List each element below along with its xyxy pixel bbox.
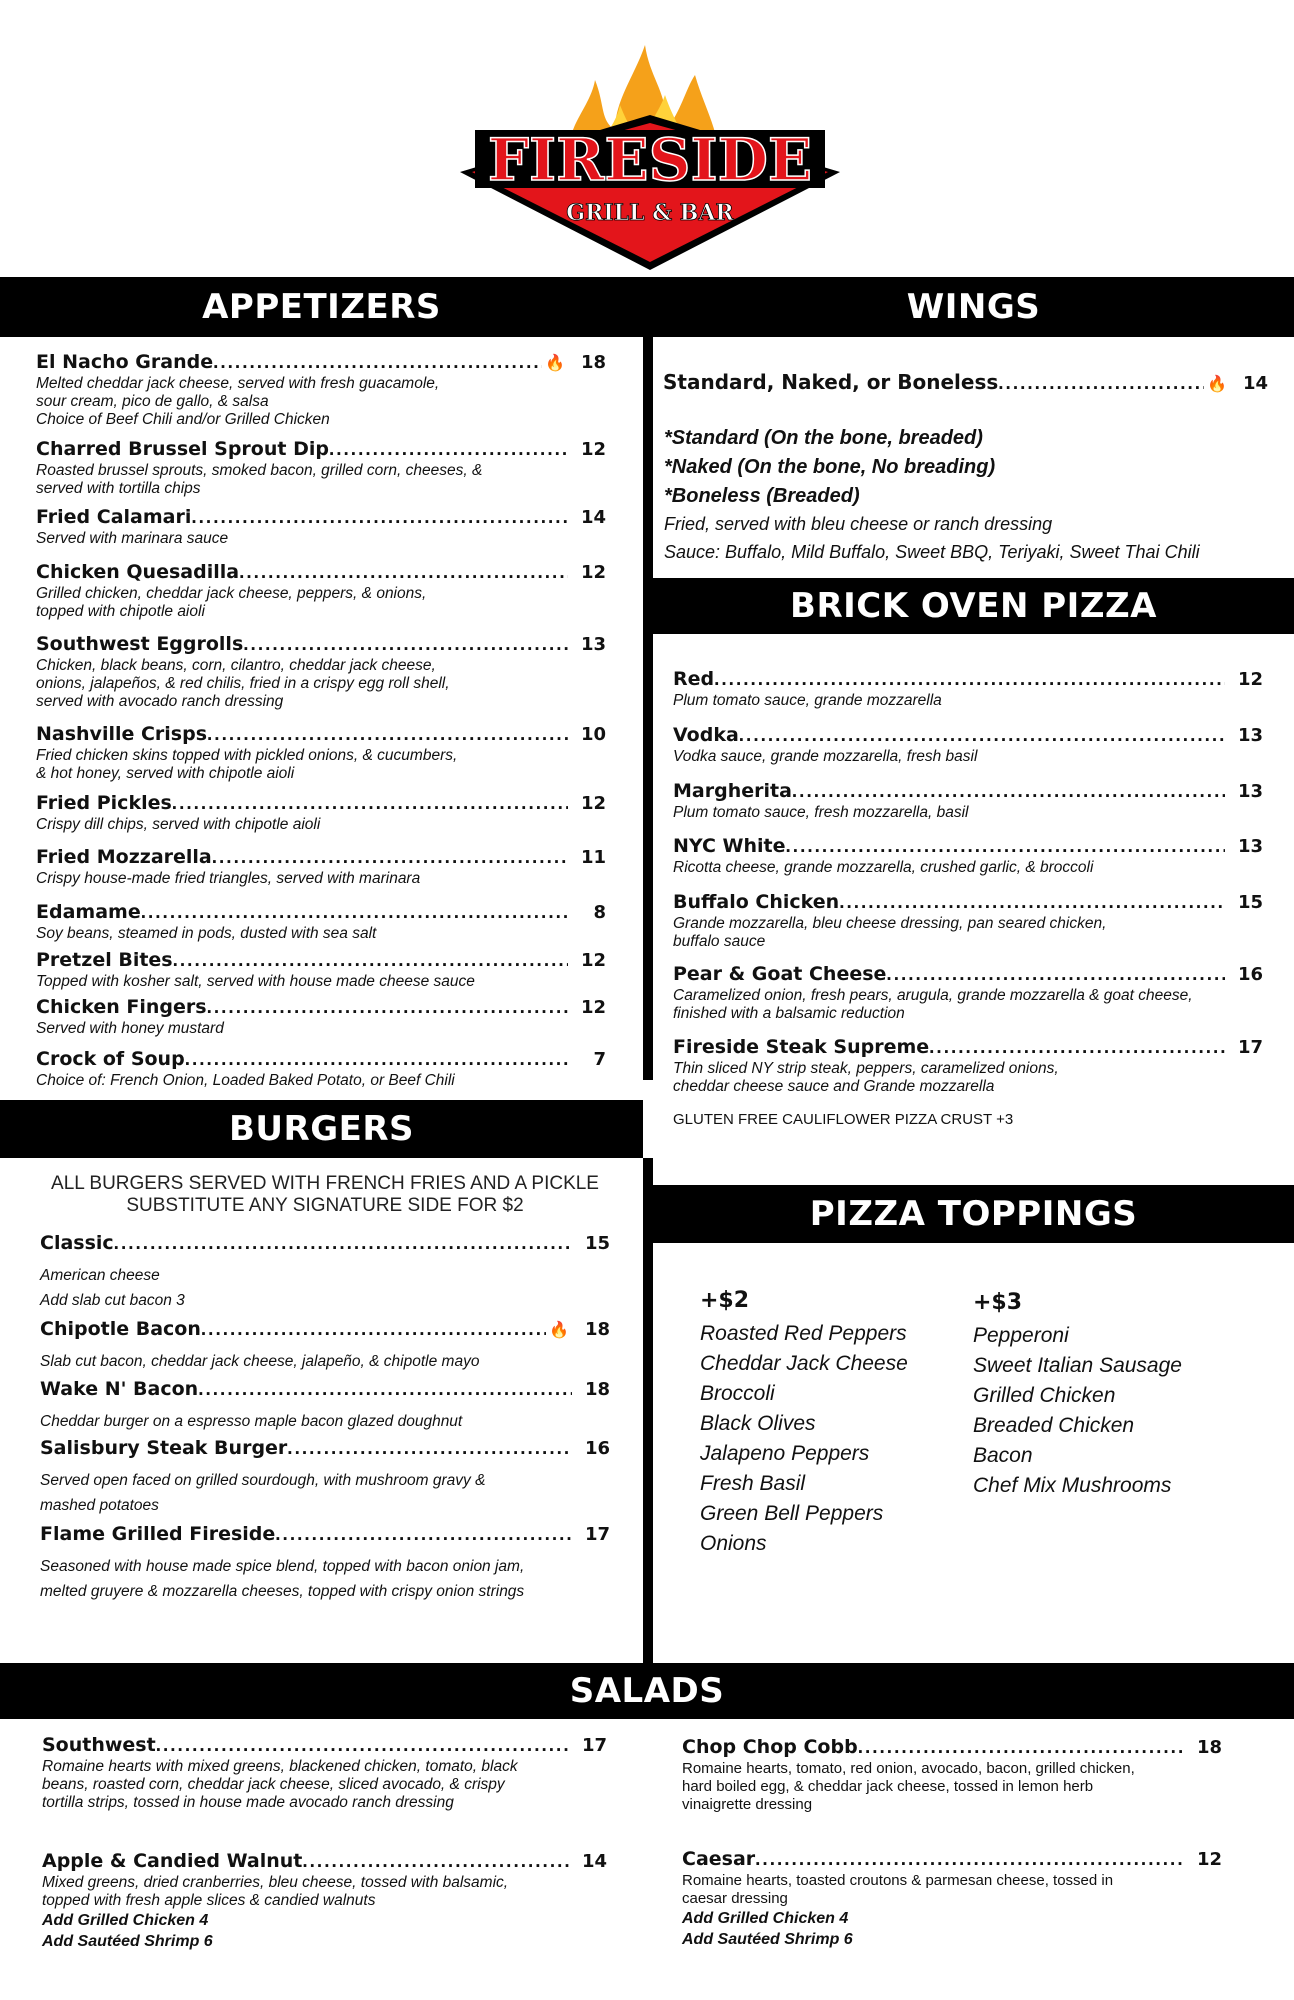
item-price: 15 [1237, 892, 1263, 913]
item-price: 17 [581, 1735, 607, 1756]
topping-item: Green Bell Peppers [700, 1502, 884, 1525]
item-desc: Melted cheddar jack cheese, served with fresh guacamole, sour cream, pico de gallo, & salsa Choice of Beef Chili and/or Grilled Chicken [36, 375, 440, 428]
item-name: Caesar [682, 1848, 756, 1870]
toppings-group-2 [700, 1288, 908, 1559]
item-price: 13 [1237, 781, 1263, 802]
item-name: Standard, Naked, or Boneless [663, 370, 999, 394]
item-name: Margherita [673, 780, 792, 802]
item-price: 14 [580, 507, 606, 528]
topping-item: Cheddar Jack Cheese [700, 1352, 908, 1375]
item-name: Fried Calamari [36, 506, 192, 528]
toppings-price: +$3 [973, 1290, 1023, 1315]
topping-item: Chef Mix Mushrooms [973, 1474, 1172, 1497]
item-price: 17 [584, 1524, 610, 1545]
menu-item-fried-calamari [36, 506, 606, 548]
menu-item-fireside-steak-supreme [673, 1036, 1263, 1096]
item-desc: Mixed greens, dried cranberries, bleu cheese, tossed with balsamic, topped with fresh apple slices & candied walnuts [42, 1874, 509, 1909]
item-desc: Romaine hearts, toasted croutons & parmesan cheese, tossed in caesar dressing [682, 1872, 1114, 1907]
topping-item: Fresh Basil [700, 1472, 806, 1495]
column-divider [643, 277, 653, 1080]
item-name: Flame Grilled Fireside [40, 1523, 276, 1545]
item-desc: Vodka sauce, grande mozzarella, fresh basil [673, 748, 978, 765]
item-desc: Grilled chicken, cheddar jack cheese, peppers, & onions, topped with chipotle aioli [36, 585, 427, 620]
flame-icon: 🔥 [545, 355, 565, 372]
menu-item-crock-of-soup [36, 1048, 606, 1090]
item-price: 13 [580, 634, 606, 655]
toppings-price: +$2 [700, 1288, 750, 1313]
appetizers-header: APPETIZERS [0, 277, 643, 337]
item-desc: Caramelized onion, fresh pears, arugula, grande mozzarella & goat cheese, finished with a balsamic reduction [673, 987, 1193, 1022]
topping-item: Roasted Red Peppers [700, 1322, 907, 1345]
item-desc: Plum tomato sauce, grande mozzarella [673, 692, 942, 709]
addon: Add Grilled Chicken 4 [682, 1910, 849, 1927]
item-desc: Crispy dill chips, served with chipotle aioli [36, 816, 321, 833]
item-desc: Roasted brussel sprouts, smoked bacon, grilled corn, cheeses, & served with tortilla chips [36, 462, 483, 497]
item-price: 8 [593, 902, 606, 923]
item-price: 18 [1196, 1737, 1222, 1758]
item-price: 18 [584, 1319, 610, 1340]
menu-item-southwest-salad [42, 1734, 607, 1812]
item-name: Fried Mozzarella [36, 846, 212, 868]
topping-item: Bacon [973, 1444, 1033, 1467]
menu-item-el-nacho-grande [36, 351, 606, 429]
menu-item-red [673, 668, 1263, 710]
menu-item-pear-goat-cheese [673, 963, 1263, 1023]
salads-header: SALADS [0, 1663, 1294, 1719]
item-desc: Crispy house-made fried triangles, served with marinara [36, 870, 421, 887]
item-price: 17 [1237, 1037, 1263, 1058]
fireside-logo [420, 20, 880, 275]
item-price: 18 [584, 1379, 610, 1400]
wing-style: *Standard (On the bone, breaded) [664, 427, 983, 449]
wings-header: WINGS [653, 277, 1294, 337]
item-desc: Topped with kosher salt, served with house made cheese sauce [36, 973, 475, 990]
item-price: 12 [580, 997, 606, 1018]
toppings-group-3 [973, 1290, 1182, 1501]
wings-served: Fried, served with bleu cheese or ranch dressing [664, 514, 1053, 534]
topping-item: Sweet Italian Sausage [973, 1354, 1182, 1377]
item-price: 13 [1237, 725, 1263, 746]
item-desc: Plum tomato sauce, fresh mozzarella, basil [673, 804, 969, 821]
menu-item-nashville-crisps [36, 723, 606, 783]
addon: Add Grilled Chicken 4 [42, 1912, 209, 1929]
item-price: 12 [1237, 669, 1263, 690]
item-desc: Ricotta cheese, grande mozzarella, crushed garlic, & broccoli [673, 859, 1094, 876]
burgers-note: ALL BURGERS SERVED WITH FRENCH FRIES AND A PICKLE SUBSTITUTE ANY SIGNATURE SIDE FOR $2 [51, 1173, 599, 1216]
item-name: Chicken Fingers [36, 996, 207, 1018]
menu-item-charred-brussel-sprout-dip [36, 438, 606, 498]
menu-item-southwest-eggrolls [36, 633, 606, 711]
item-name: Wake N' Bacon [40, 1378, 199, 1400]
item-name: Fireside Steak Supreme [673, 1036, 930, 1058]
item-desc: Thin sliced NY strip steak, peppers, caramelized onions, cheddar cheese sauce and Grande mozzarella [673, 1060, 1059, 1095]
topping-item: Breaded Chicken [973, 1414, 1135, 1437]
item-desc: Romaine hearts, tomato, red onion, avocado, bacon, grilled chicken, hard boiled egg, & cheddar jack cheese, tossed in lemon herb vinaigrette dressing [682, 1760, 1135, 1813]
wing-style: *Naked (On the bone, No breading) [664, 456, 996, 478]
toppings-header: PIZZA TOPPINGS [653, 1185, 1294, 1243]
item-name: Charred Brussel Sprout Dip [36, 438, 329, 460]
item-price: 11 [580, 847, 606, 868]
menu-item-buffalo-chicken [673, 891, 1263, 951]
menu-item-caesar [682, 1848, 1222, 1950]
item-price: 16 [1237, 964, 1263, 985]
item-price: 12 [580, 562, 606, 583]
item-price: 10 [580, 724, 606, 745]
topping-item: Grilled Chicken [973, 1384, 1116, 1407]
addon: Add Sautéed Shrimp 6 [682, 1931, 853, 1948]
menu-item-wake-n-bacon [40, 1378, 610, 1434]
item-price: 7 [593, 1049, 606, 1070]
item-desc: Chicken, black beans, corn, cilantro, cheddar jack cheese, onions, jalapeños, & red chilis, fried in a crispy egg roll shell, served with avocado ranch dressing [36, 657, 450, 710]
menu-item-salisbury-steak-burger [40, 1437, 610, 1518]
topping-item: Pepperoni [973, 1324, 1069, 1347]
item-desc: Served with marinara sauce [36, 530, 229, 547]
item-price: 12 [580, 793, 606, 814]
item-desc: Slab cut bacon, cheddar jack cheese, jalapeño, & chipotle mayo [40, 1353, 480, 1370]
item-name: Edamame [36, 901, 141, 923]
item-price: 14 [581, 1851, 607, 1872]
menu-item-wings [663, 370, 1268, 395]
menu-item-vodka [673, 724, 1263, 766]
menu-item-flame-grilled-fireside [40, 1523, 610, 1604]
item-price: 14 [1242, 373, 1268, 394]
item-desc: Fried chicken skins topped with pickled onions, & cucumbers, & hot honey, served with chipotle aioli [36, 747, 458, 782]
flame-icon: 🔥 [1207, 376, 1227, 393]
menu-item-classic [40, 1232, 610, 1313]
logo-subtitle: GRILL & BAR [566, 200, 734, 226]
item-price: 12 [1196, 1849, 1222, 1870]
item-name: Southwest Eggrolls [36, 633, 244, 655]
item-price: 16 [584, 1438, 610, 1459]
item-name: Chicken Quesadilla [36, 561, 240, 583]
menu-item-apple-candied-walnut [42, 1850, 607, 1952]
menu-item-margherita [673, 780, 1263, 822]
topping-item: Broccoli [700, 1382, 775, 1405]
item-name: Red [673, 668, 715, 690]
item-desc: Grande mozzarella, bleu cheese dressing, pan seared chicken, buffalo sauce [673, 915, 1107, 950]
item-name: Chipotle Bacon [40, 1318, 201, 1340]
item-desc: American cheese Add slab cut bacon 3 [40, 1267, 185, 1309]
topping-item: Black Olives [700, 1412, 816, 1435]
wing-styles [664, 424, 995, 511]
item-name: Pear & Goat Cheese [673, 963, 887, 985]
wings-sauces: Sauce: Buffalo, Mild Buffalo, Sweet BBQ, Teriyaki, Sweet Thai Chili [664, 542, 1200, 562]
wing-style: *Boneless (Breaded) [664, 485, 860, 507]
item-price: 12 [580, 950, 606, 971]
item-desc: Romaine hearts with mixed greens, blackened chicken, tomato, black beans, roasted corn, cheddar jack cheese, sliced avocado, & crispy tortilla strips, tossed in house made avocado ranch dressing [42, 1758, 518, 1811]
item-price: 15 [584, 1233, 610, 1254]
menu-item-fried-mozzarella [36, 846, 606, 888]
item-name: NYC White [673, 835, 786, 857]
item-price: 13 [1237, 836, 1263, 857]
item-name: Crock of Soup [36, 1048, 185, 1070]
item-desc: Served open faced on grilled sourdough, with mushroom gravy & mashed potatoes [40, 1472, 486, 1514]
topping-item: Onions [700, 1532, 767, 1555]
column-divider [643, 1158, 653, 1663]
menu-item-chicken-fingers [36, 996, 606, 1038]
item-name: Vodka [673, 724, 739, 746]
menu-item-nyc-white [673, 835, 1263, 877]
pizza-header: BRICK OVEN PIZZA [653, 578, 1294, 634]
burgers-header: BURGERS [0, 1100, 643, 1158]
item-name: Fried Pickles [36, 792, 172, 814]
item-name: Chop Chop Cobb [682, 1736, 858, 1758]
logo-wordmark: FIRESIDE [487, 126, 813, 194]
item-name: Pretzel Bites [36, 949, 173, 971]
flame-icon: 🔥 [549, 1322, 569, 1339]
menu-item-edamame [36, 901, 606, 943]
topping-item: Jalapeno Peppers [700, 1442, 870, 1465]
item-name: Nashville Crisps [36, 723, 208, 745]
item-name: Buffalo Chicken [673, 891, 840, 913]
menu-item-pretzel-bites [36, 949, 606, 991]
item-price: 12 [580, 439, 606, 460]
item-desc: Seasoned with house made spice blend, topped with bacon onion jam, melted gruyere & mozzarella cheeses, topped with crispy onion strings [40, 1558, 525, 1600]
item-desc: Cheddar burger on a espresso maple bacon glazed doughnut [40, 1413, 463, 1430]
item-name: Southwest [42, 1734, 156, 1756]
item-price: 18 [580, 352, 606, 373]
addon: Add Sautéed Shrimp 6 [42, 1933, 213, 1950]
gluten-free-note: GLUTEN FREE CAULIFLOWER PIZZA CRUST +3 [673, 1111, 1014, 1128]
item-name: Salisbury Steak Burger [40, 1437, 288, 1459]
menu-item-fried-pickles [36, 792, 606, 834]
item-desc: Soy beans, steamed in pods, dusted with sea salt [36, 925, 377, 942]
item-name: Classic [40, 1232, 114, 1254]
item-name: Apple & Candied Walnut [42, 1850, 303, 1872]
menu-item-chipotle-bacon [40, 1318, 610, 1374]
item-desc: Choice of: French Onion, Loaded Baked Potato, or Beef Chili [36, 1072, 455, 1089]
item-desc: Served with honey mustard [36, 1020, 224, 1037]
menu-item-chop-chop-cobb [682, 1736, 1222, 1814]
menu-item-chicken-quesadilla [36, 561, 606, 621]
item-name: El Nacho Grande [36, 351, 214, 373]
